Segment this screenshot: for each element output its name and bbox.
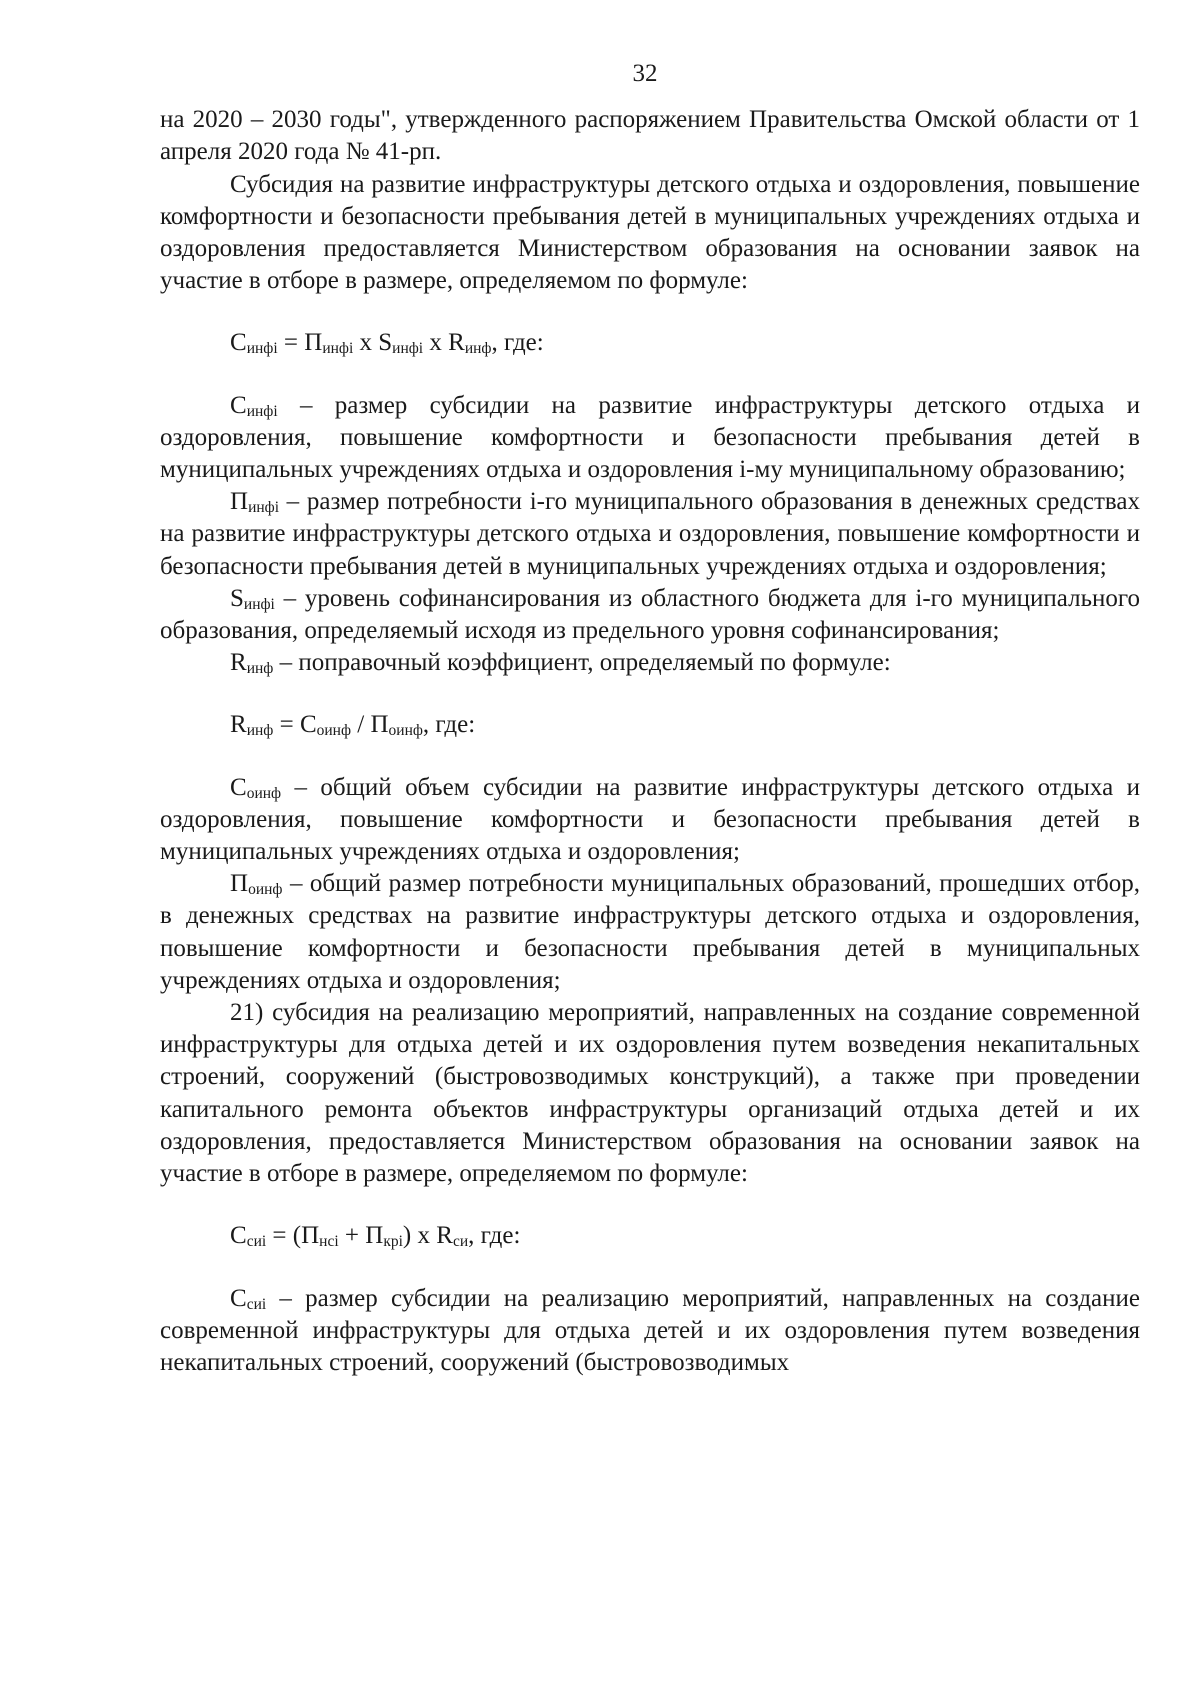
definition-p-oinf: $П_{оинф}$ – общий размер потребности муниципальных образований, прошедших отбор, в денежных средствах на развитие инфраструктуры детского отдыха и оздоровления, повышение комфортности и безопасности пребывания детей в муниципальных учреждениях отдыха и оздоровления; xyxy=(160,870,1140,994)
formula-subsidy-construction: $С_{сиi} = (П_{нсi} + П_{крi})$ х $R_{си}$, где: xyxy=(230,1222,521,1251)
paragraph-item-21: 21) субсидия на реализацию мероприятий, направленных на создание современной инфраструктуры для отдыха детей и их оздоровления путем возведения некапитальных строений, сооружений (быстровозводимых конструкций), а также при проведении капитального ремонта объектов инфраструктуры организаций отдыха детей и их оздоровления, предоставляется Министерством образования на основании заявок на участие в отборе в размере, определяемом по формуле: xyxy=(160,999,1140,1188)
definition-r-inf: $R_{инф}$ – поправочный коэффициент, определяемый по формуле: xyxy=(230,649,891,678)
paragraph-subsidy-intro: Субсидия на развитие инфраструктуры детского отдыха и оздоровления, повышение комфортности и безопасности пребывания детей в муниципальных учреждениях отдыха и оздоровления предоставляется Министерством образования на основании заявок на участие в отборе в размере, определяемом по формуле: xyxy=(160,170,1140,295)
definition-c-si: $С_{сиi}$ – размер субсидии на реализацию мероприятий, направленных на создание современной инфраструктуры для отдыха детей и их оздоровления путем возведения некапитальных строений, сооружений (быстровозводимых xyxy=(160,1284,1140,1376)
definition-c-inf: $С_{инфi}$ – размер субсидии на развитие инфраструктуры детского отдыха и оздоровления, повышение комфортности и безопасности пребывания детей в муниципальных учреждениях отдыха и оздоровления i-му муниципальному образованию; xyxy=(160,391,1140,484)
definition-c-oinf: $С_{оинф}$ – общий объем субсидии на развитие инфраструктуры детского отдыха и оздоровления, повышение комфортности и безопасности пребывания детей в муниципальных учреждениях отдыха и оздоровления; xyxy=(160,773,1140,866)
definition-s-inf: $S_{инфi}$ – уровень софинансирования из областного бюджета для i-го муниципального образования, определяемый исходя из предельного уровня софинансирования; xyxy=(160,584,1140,645)
definition-p-inf: $П_{инфi}$ – размер потребности i-го муниципального образования в денежных средствах на развитие инфраструктуры детского отдыха и оздоровления, повышение комфортности и безопасности пребывания детей в муниципальных учреждениях отдыха и оздоровления; xyxy=(160,488,1140,580)
page-number: 32 xyxy=(632,60,658,87)
paragraph-continuation: на 2020 – 2030 годы", утвержденного распоряжением Правительства Омской области от 1 апреля 2020 года № 41-рп. xyxy=(160,106,1140,166)
formula-correction-coefficient: $R_{инф} = С_{оинф} / П_{оинф}$, где: xyxy=(230,711,476,740)
formula-subsidy-infrastructure: $С_{инфi} = П_{инфi}$ х $S_{инфi}$ х $R_{инф}$, где: xyxy=(230,329,544,358)
